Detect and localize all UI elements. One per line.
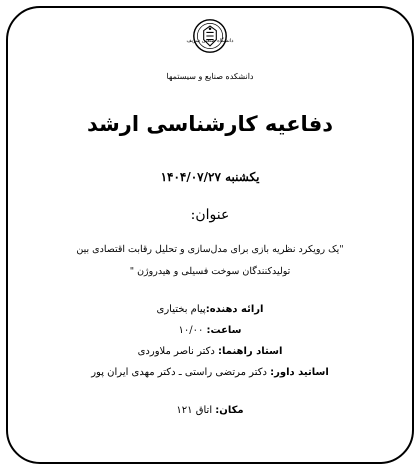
defense-date: یکشنبه ۱۴۰۴/۰۷/۲۷ [160, 170, 260, 184]
examiners-label: اساتید داور: [270, 367, 329, 378]
advisor-row [0, 346, 420, 357]
examiners-row [0, 367, 420, 378]
department-name: دانشکده صنایع و سیستمها [166, 72, 254, 81]
thesis-title-line-2: تولیدکنندگان سوخت فسیلی و هیدروژن " [129, 266, 291, 277]
advisor-value: دکتر ناصر ملاوردی [137, 346, 215, 357]
place-value: اتاق ۱۲۱ [176, 405, 213, 416]
presenter-value: پیام بختیاری [156, 304, 206, 315]
place-label: مکان: [215, 405, 244, 416]
time-row [0, 325, 420, 336]
thesis-title-line-1: "یک رویکرد نظریه بازی برای مدل‌سازی و تحلیل رقابت اقتصادی بین [76, 244, 344, 255]
thesis-title-label: عنوان: [190, 207, 230, 223]
page-title: دفاعیه کارشناسی ارشد [87, 112, 333, 136]
time-label: ساعت: [206, 325, 242, 336]
advisor-label: استاد راهنما: [218, 346, 283, 357]
university-name: دانشگاه صنعتی شریف [186, 38, 234, 44]
presenter-label: ارائه دهنده: [205, 304, 264, 315]
place-row [0, 405, 420, 416]
time-value: ۱۰/۰۰ [178, 325, 204, 336]
presenter-row [0, 304, 420, 315]
examiners-value: دکتر مرتضی راستی ـ دکتر مهدی ایران پور [91, 367, 267, 378]
university-logo-icon [192, 18, 228, 54]
